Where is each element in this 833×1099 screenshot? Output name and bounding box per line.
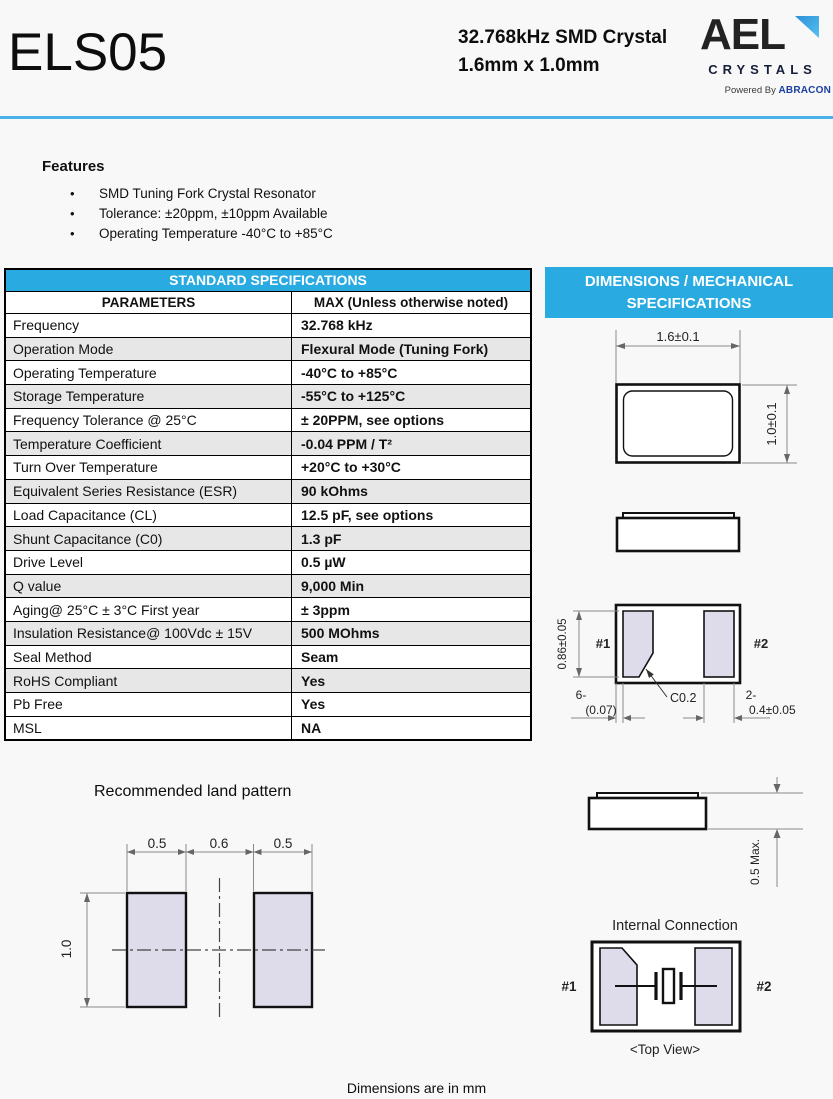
land-pad-width-dim-right: 0.5 <box>273 836 293 851</box>
internal-connection-drawing <box>545 908 833 1065</box>
spec-row <box>6 479 530 503</box>
bottom-view-drawing <box>545 595 833 727</box>
corner-dim: (0.07) <box>585 703 617 717</box>
spec-value: -40°C to +85°C <box>292 361 531 385</box>
dimensions-header-line2: SPECIFICATIONS <box>626 294 752 312</box>
spec-value: 32.768 kHz <box>292 314 531 338</box>
feature-item <box>42 184 502 204</box>
pad-width-dim: 0.4±0.05 <box>749 703 796 717</box>
height-view-drawing <box>545 775 833 901</box>
bullet-icon: • <box>70 186 75 201</box>
ael-brand-text: AEL <box>700 10 785 56</box>
spec-value: 12.5 pF, see options <box>292 503 531 527</box>
header-divider <box>0 116 833 119</box>
powered-by <box>688 85 833 96</box>
ael-logo-icon <box>688 10 833 56</box>
pin1-label: #1 <box>561 979 577 994</box>
spec-table-title: STANDARD SPECIFICATIONS <box>6 270 530 292</box>
dimensions-note: Dimensions are in mm <box>346 1080 487 1096</box>
spec-value: ± 20PPM, see options <box>292 408 531 432</box>
feature-text: SMD Tuning Fork Crystal Resonator <box>99 186 316 201</box>
spec-value: 90 kOhms <box>292 479 531 503</box>
features-list <box>42 184 502 244</box>
spec-row <box>6 337 530 361</box>
feature-text: Operating Temperature -40°C to +85°C <box>99 226 333 241</box>
spec-row <box>6 385 530 409</box>
doc-subtitle-line1: 32.768kHz SMD Crystal <box>458 27 668 48</box>
spec-parameter: Operation Mode <box>6 337 292 361</box>
spec-row <box>6 716 530 739</box>
spec-parameter: Temperature Coefficient <box>6 432 292 456</box>
body <box>617 518 739 551</box>
spec-value: -0.04 PPM / T² <box>292 432 531 456</box>
spec-parameter: MSL <box>6 716 292 739</box>
spec-parameter: Drive Level <box>6 550 292 574</box>
spec-value: Flexural Mode (Tuning Fork) <box>292 337 531 361</box>
spec-value: +20°C to +30°C <box>292 456 531 480</box>
spec-value: Yes <box>292 669 531 693</box>
spec-value: NA <box>301 720 322 737</box>
spec-row <box>6 574 530 598</box>
doc-subtitle <box>458 24 667 80</box>
spec-parameter: Insulation Resistance@ 100Vdc ± 15V <box>6 621 292 645</box>
col-max: MAX (Unless otherwise noted) <box>292 292 531 314</box>
land-pattern-title: Recommended land pattern <box>94 783 292 800</box>
col-parameters: PARAMETERS <box>6 292 292 314</box>
top-view-height-dim: 1.0±0.1 <box>764 402 779 446</box>
pad-height-dim: 0.86±0.05 <box>557 618 569 670</box>
spec-row <box>6 456 530 480</box>
land-gap-dim: 0.6 <box>209 836 229 851</box>
pad-2 <box>704 611 734 677</box>
spec-parameter: Operating Temperature <box>6 361 292 385</box>
spec-value: 500 MOhms <box>292 621 531 645</box>
dimensions-header <box>545 267 833 318</box>
corner-count: 6- <box>575 688 587 702</box>
internal-connection-title: Internal Connection <box>612 918 738 934</box>
land-pattern-drawing <box>40 818 370 1030</box>
spec-value: Yes <box>292 693 531 717</box>
spec-parameter: Pb Free <box>6 693 292 717</box>
features-section <box>42 158 502 244</box>
spec-header-row <box>6 292 530 314</box>
spec-value: -55°C to +125°C <box>292 385 531 409</box>
spec-value: 1.3 pF <box>292 527 531 551</box>
features-title: Features <box>42 158 105 175</box>
spec-value: 0.5 µW <box>292 550 531 574</box>
doc-subtitle-line2: 1.6mm x 1.0mm <box>458 55 600 76</box>
spec-row <box>6 408 530 432</box>
ael-triangle-icon <box>795 16 819 38</box>
spec-parameter: Frequency Tolerance @ 25°C <box>6 408 292 432</box>
bullet-icon: • <box>70 206 75 221</box>
spec-row <box>6 693 530 717</box>
pad1-label: #1 <box>595 636 611 651</box>
spec-row <box>6 621 530 645</box>
chamfer-dim: C0.2 <box>670 691 697 705</box>
pad2-label: #2 <box>753 636 769 651</box>
spec-parameter: Q value <box>6 574 292 598</box>
spec-parameter: Shunt Capacitance (C0) <box>6 527 292 551</box>
package-body <box>617 385 740 463</box>
spec-value: 9,000 Min <box>292 574 531 598</box>
spec-parameter: Load Capacitance (CL) <box>6 503 292 527</box>
spec-row <box>6 527 530 551</box>
powered-brand: ABRACON <box>778 85 831 96</box>
pin2-label: #2 <box>756 979 772 994</box>
spec-parameter: Storage Temperature <box>6 385 292 409</box>
spec-parameter: RoHS Compliant <box>6 669 292 693</box>
dimensions-header-line1: DIMENSIONS / MECHANICAL <box>584 272 794 290</box>
spec-row <box>6 669 530 693</box>
spec-value: Seam <box>292 645 531 669</box>
spec-value: ± 3ppm <box>292 598 531 622</box>
ael-logo <box>688 10 833 96</box>
max-height-dim: 0.5 Max. <box>748 838 762 886</box>
feature-item <box>42 224 502 244</box>
spec-parameter: Turn Over Temperature <box>6 456 292 480</box>
land-pad-width-dim-left: 0.5 <box>147 836 167 851</box>
feature-item <box>42 204 502 224</box>
pad-count: 2- <box>745 688 757 702</box>
top-view-caption: <Top View> <box>629 1042 701 1057</box>
spec-parameter: Aging@ 25°C ± 3°C First year <box>6 598 292 622</box>
powered-prefix: Powered By <box>724 85 779 96</box>
spec-row <box>6 361 530 385</box>
spec-row <box>6 645 530 669</box>
spec-row <box>6 550 530 574</box>
spec-parameter: Frequency <box>6 314 292 338</box>
side-view-drawing <box>545 504 833 559</box>
top-view-drawing <box>545 324 833 474</box>
spec-parameter: Seal Method <box>6 645 292 669</box>
spec-row <box>6 432 530 456</box>
spec-parameter: Equivalent Series Resistance (ESR) <box>6 479 292 503</box>
spec-row <box>6 503 530 527</box>
brand-crystals: CRYSTALS <box>708 62 817 77</box>
bullet-icon: • <box>70 226 75 241</box>
crystal-element <box>663 969 674 1003</box>
spec-row <box>6 598 530 622</box>
feature-text: Tolerance: ±20ppm, ±10ppm Available <box>99 206 328 221</box>
top-view-width-dim: 1.6±0.1 <box>656 329 700 344</box>
spec-row <box>6 314 530 338</box>
body <box>589 798 706 829</box>
land-pad-height-dim: 1.0 <box>59 939 74 959</box>
product-title: ELS05 <box>8 23 168 82</box>
spec-table <box>4 268 532 741</box>
